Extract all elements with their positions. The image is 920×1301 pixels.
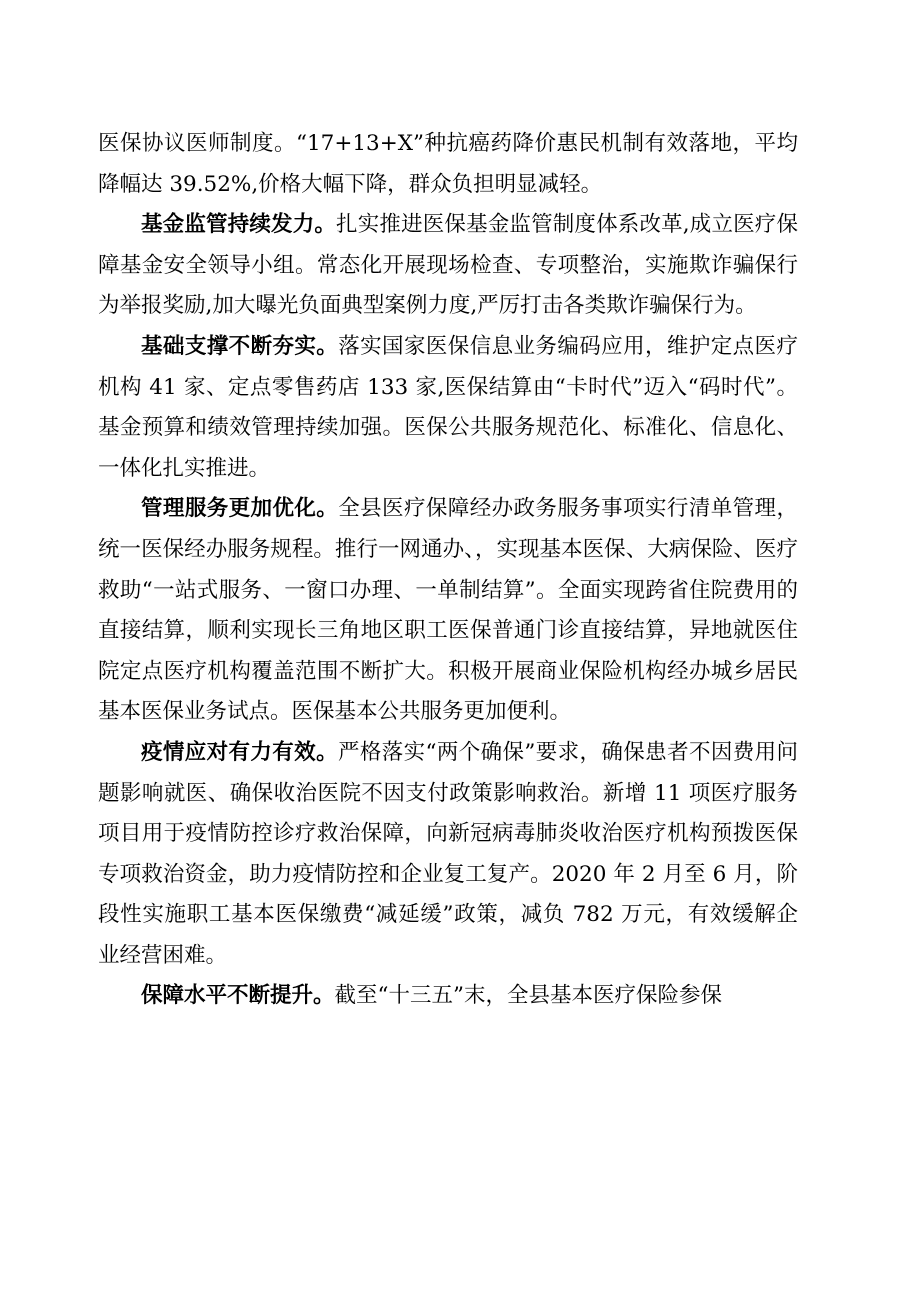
paragraph-coverage-level — [98, 976, 798, 1017]
paragraph-foundation-support — [98, 327, 798, 489]
paragraph-insurance-physician — [98, 124, 798, 205]
document-page — [98, 124, 798, 1017]
paragraph-text: 截至“十三五”末，全县基本医疗保险参保 — [334, 983, 723, 1009]
paragraph-heading: 保障水平不断提升。 — [141, 983, 335, 1009]
paragraph-text: 医保协议医师制度。“17+13+X”种抗癌药降价惠民机制有效落地，平均降幅达 39.52%,价格大幅下降，群众负担明显减轻。 — [98, 131, 798, 197]
paragraph-text: 落实国家医保信息业务编码应用，维护定点医疗机构 41 家、定点零售药店 133 家,医保结算由“卡时代”迈入“码时代”。基金预算和绩效管理持续加强。医保公共服务规范化、标准化、信息化、一体化扎实推进。 — [98, 333, 798, 481]
paragraph-heading: 基金监管持续发力。 — [141, 212, 337, 238]
paragraph-fund-supervision — [98, 205, 798, 327]
paragraph-epidemic-response — [98, 733, 798, 977]
paragraph-text: 严格落实“两个确保”要求，确保患者不因费用问题影响就医、确保收治医院不因支付政策影响救治。新增 11 项医疗服务项目用于疫情防控诊疗救治保障，向新冠病毒肺炎收治医疗机构预拨医保专项救治资金，助力疫情防控和企业复工复产。2020 年 2 月至 6 月，阶段性实施职工基本医保缴费“减延缓”政策，减负 782 万元，有效缓解企业经营困难。 — [98, 739, 798, 968]
paragraph-heading: 疫情应对有力有效。 — [141, 739, 338, 765]
paragraph-text: 扎实推进医保基金监管制度体系改革,成立医疗保障基金安全领导小组。常态化开展现场检查、专项整治，实施欺诈骗保行为举报奖励,加大曝光负面典型案例力度,严厉打击各类欺诈骗保行为。 — [98, 212, 798, 319]
paragraph-service-optimization — [98, 489, 798, 733]
paragraph-text: 全县医疗保障经办政务服务事项实行清单管理，统一医保经办服务规程。推行一网通办、，实现基本医保、大病保险、医疗救助“一站式服务、一窗口办理、一单制结算”。全面实现跨省住院费用的直接结算，顺利实现长三角地区职工医保普通门诊直接结算，异地就医住院定点医疗机构覆盖范围不断扩大。积极开展商业保险机构经办城乡居民基本医保业务试点。医保基本公共服务更加便利。 — [98, 496, 798, 725]
paragraph-heading: 管理服务更加优化。 — [141, 496, 339, 522]
paragraph-heading: 基础支撑不断夯实。 — [141, 333, 339, 359]
